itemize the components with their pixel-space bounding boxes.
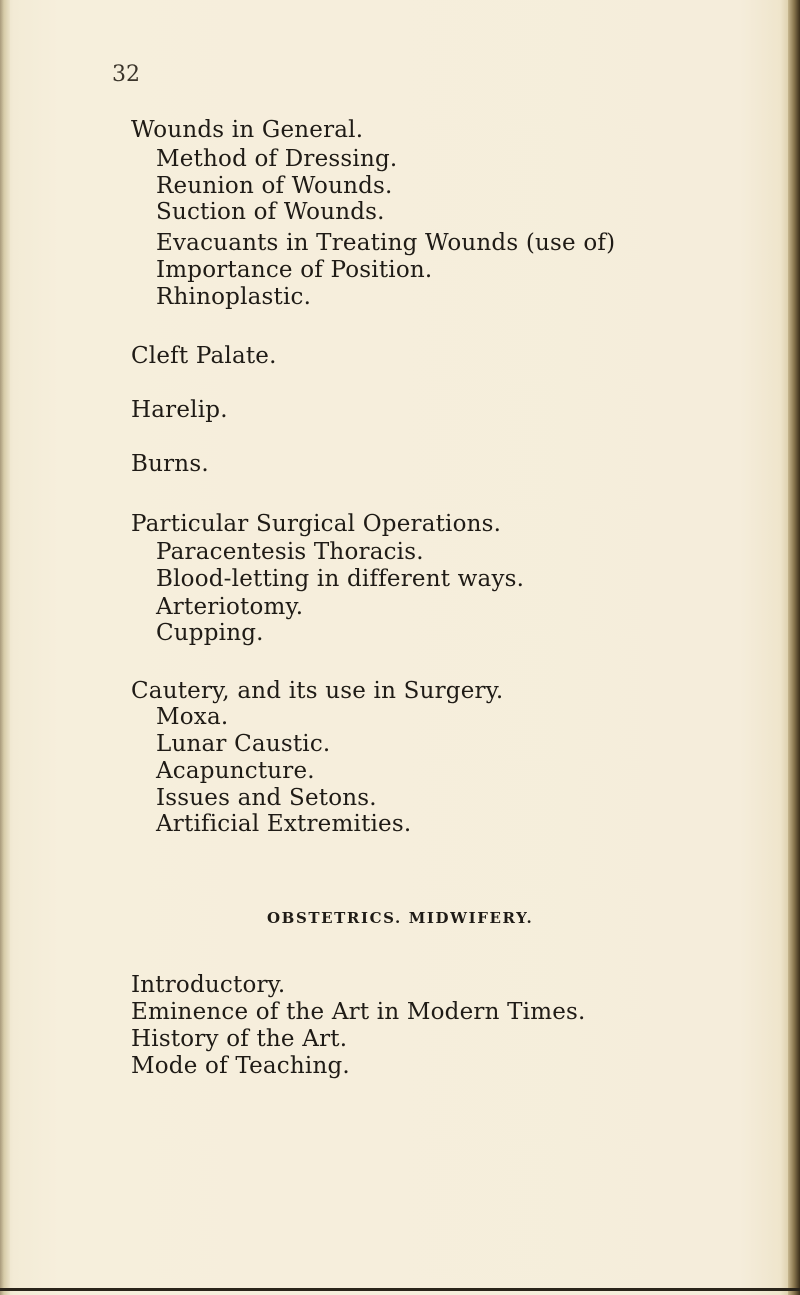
line-arteriotomy: Arteriotomy. [156,594,304,620]
line-method-dressing: Method of Dressing. [156,146,398,172]
line-burns: Burns. [131,451,209,477]
line-lunar-caustic: Lunar Caustic. [156,731,331,757]
line-suction-wounds: Suction of Wounds. [156,199,385,225]
page-bottom-edge [0,1288,800,1291]
page-gutter [0,0,10,1295]
line-wounds-general: Wounds in General. [131,117,364,143]
line-acapuncture: Acapuncture. [156,758,315,784]
line-mode-teaching: Mode of Teaching. [131,1053,350,1079]
page-edge [788,0,800,1295]
line-blood-letting: Blood-letting in different ways. [156,566,525,592]
line-cleft-palate: Cleft Palate. [131,343,277,369]
line-eminence: Eminence of the Art in Modern Times. [131,999,586,1025]
line-particular-ops: Particular Surgical Operations. [131,511,502,537]
page-number: 32 [112,62,140,87]
line-reunion-wounds: Reunion of Wounds. [156,173,393,199]
line-artificial-extremities: Artificial Extremities. [156,811,412,837]
line-harelip: Harelip. [131,397,228,423]
line-paracentesis: Paracentesis Thoracis. [156,539,424,565]
line-importance-position: Importance of Position. [156,257,433,283]
line-cupping: Cupping. [156,620,264,646]
line-introductory: Introductory. [131,972,286,998]
section-heading: OBSTETRICS. MIDWIFERY. [267,909,534,927]
line-evacuants: Evacuants in Treating Wounds (use of) [156,230,616,256]
line-history: History of the Art. [131,1026,348,1052]
line-rhinoplastic: Rhinoplastic. [156,284,312,310]
line-moxa: Moxa. [156,704,229,730]
line-issues-setons: Issues and Setons. [156,785,377,811]
line-cautery: Cautery, and its use in Surgery. [131,678,504,704]
